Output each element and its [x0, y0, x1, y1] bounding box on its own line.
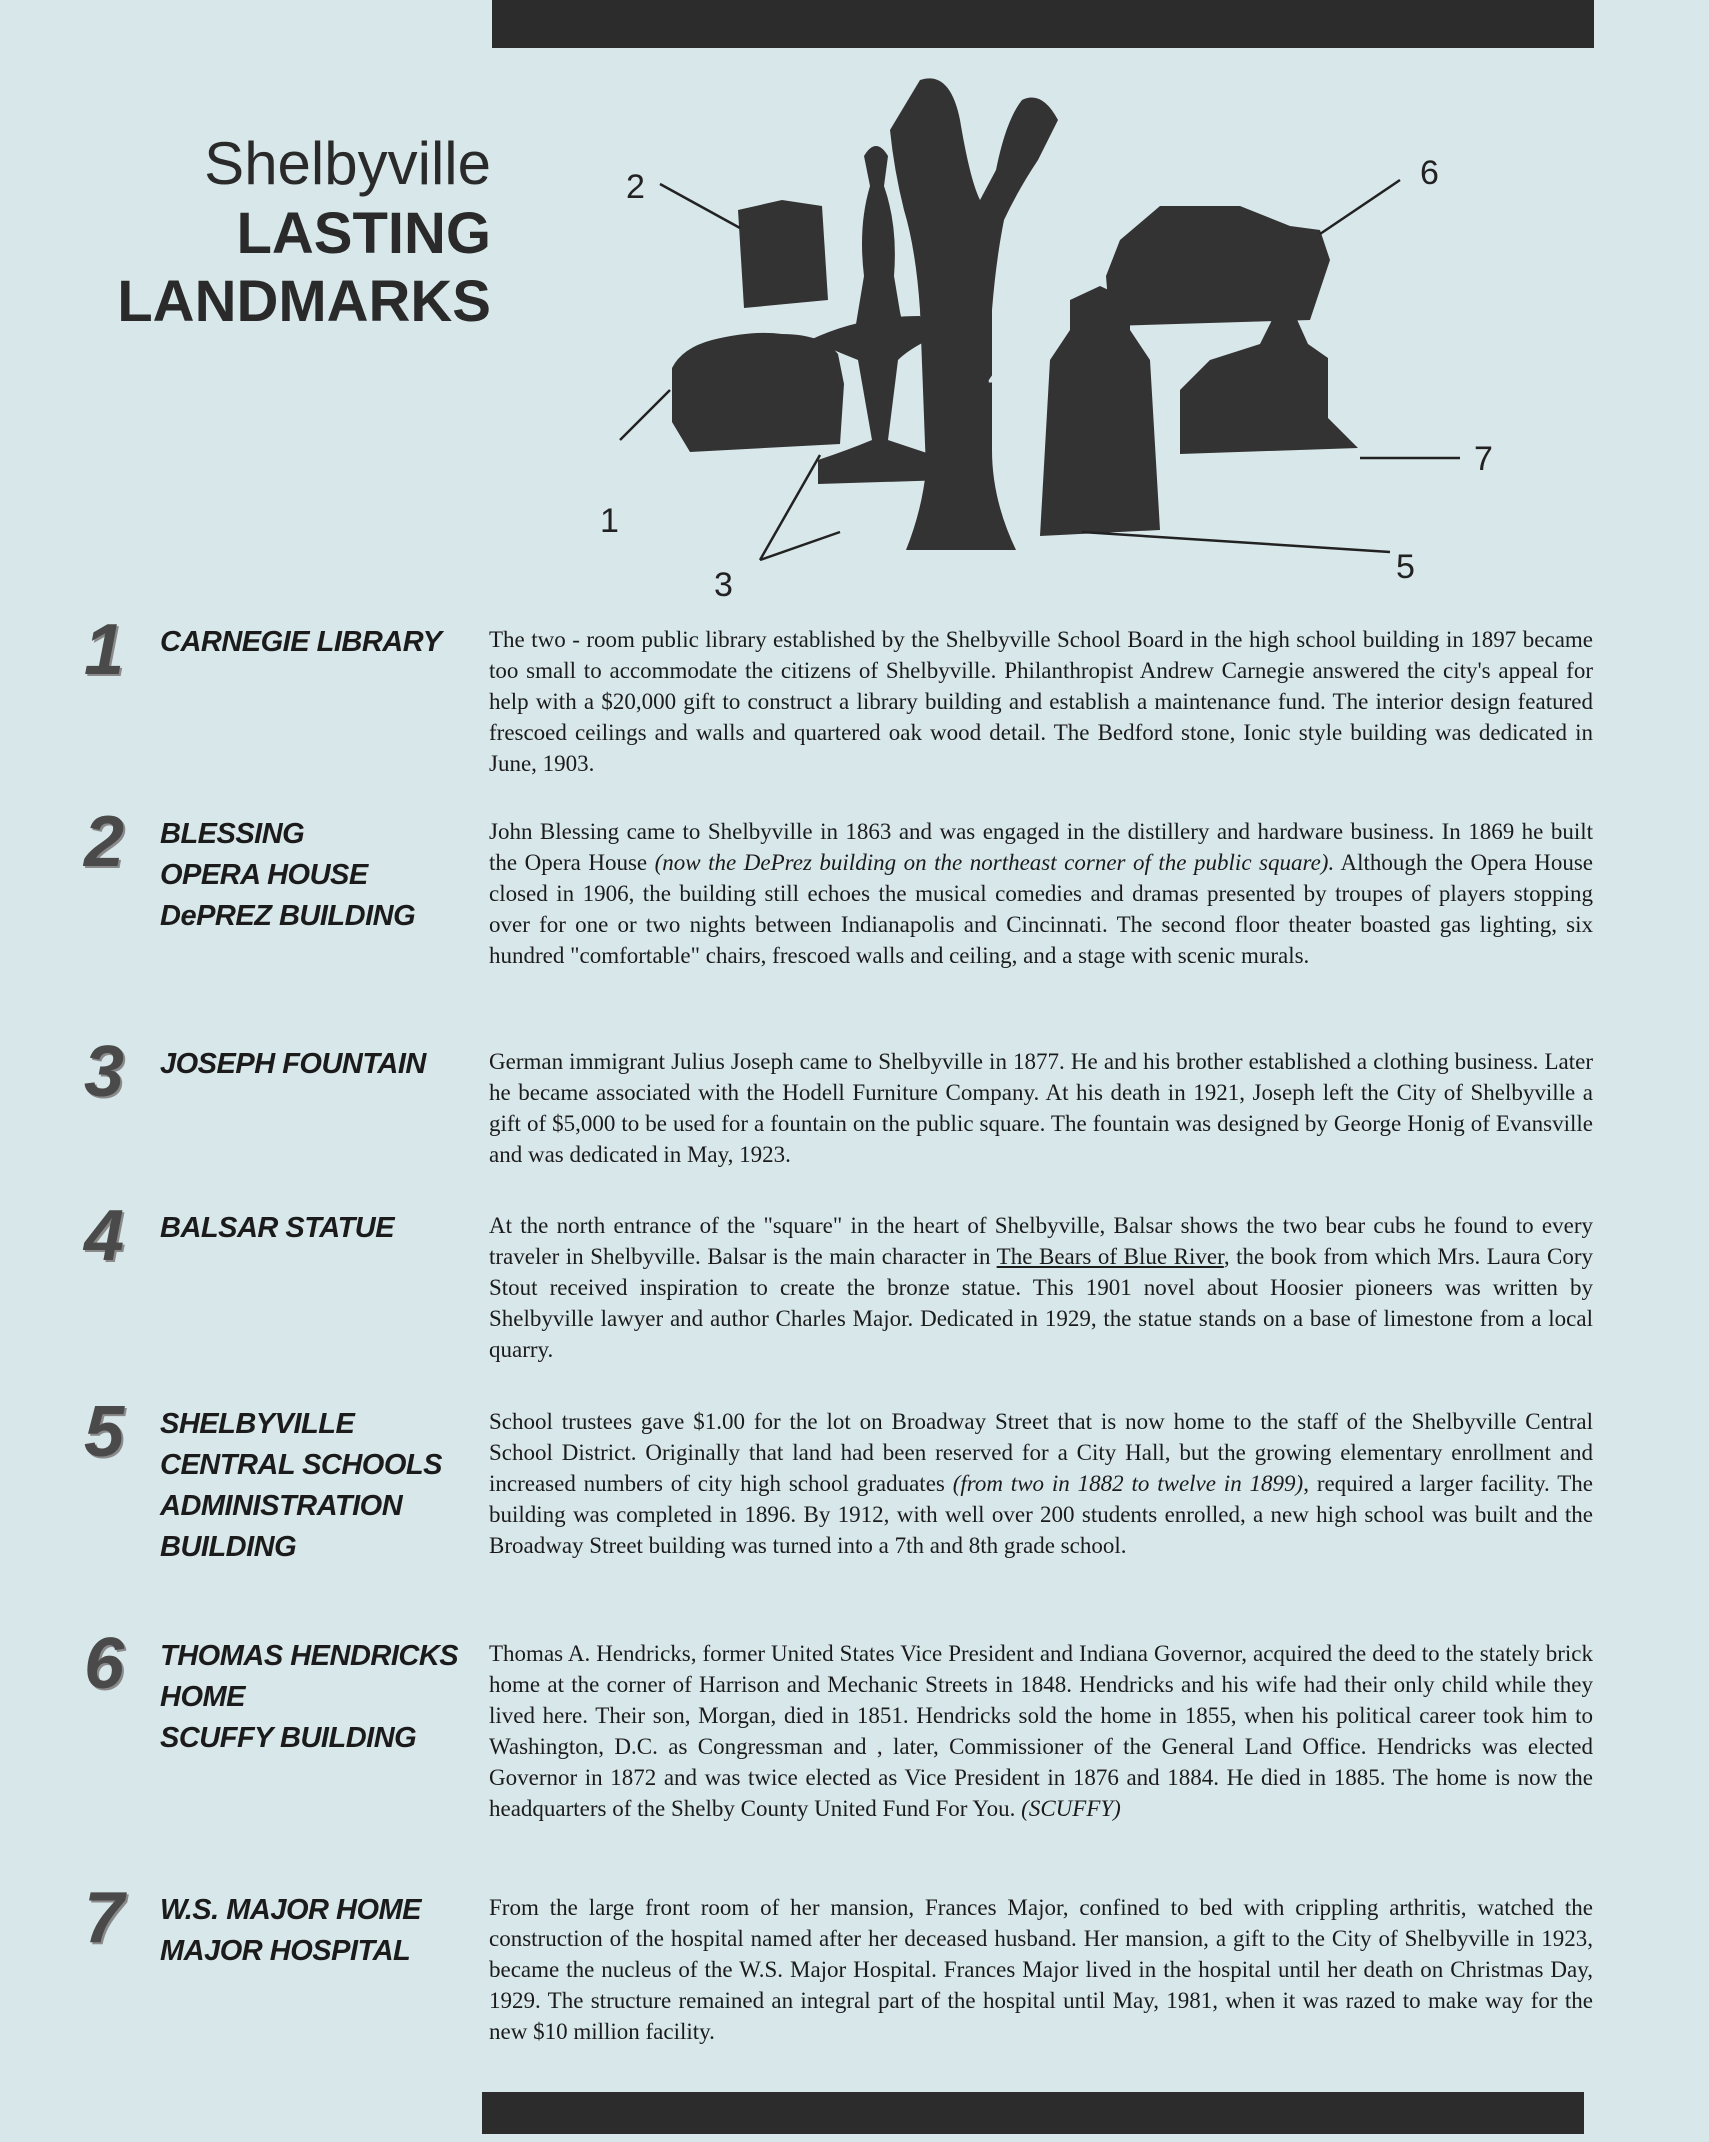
landmark-name: BALSAR STATUE: [160, 1212, 395, 1244]
landmarks-silhouette-illustration: [560, 60, 1520, 620]
landmark-name: W.S. MAJOR HOME MAJOR HOSPITAL: [160, 1894, 422, 1967]
opera-house-silhouette: [738, 200, 828, 308]
graphic-label-3: 3: [714, 566, 733, 604]
landmark-number: 5: [84, 1392, 125, 1472]
landmark-number: 2: [84, 802, 125, 882]
landmark-name: THOMAS HENDRICKS HOME SCUFFY BUILDING: [160, 1640, 459, 1754]
landmark-name: SHELBYVILLE CENTRAL SCHOOLS ADMINISTRATION BUILDING: [160, 1408, 442, 1563]
landmark-description: German immigrant Julius Joseph came to Shelbyville in 1877. He and his brother established a clothing business. Later he became associated with the Hodell Furniture Company. At his death in 1921, Joseph left the City of Shelbyville a gift of $5,000 to be used for a fountain on the public square. The fountain was designed by George Honig of Evansville and was dedicated in May, 1923.: [489, 1049, 1593, 1167]
landmark-description: At the north entrance of the "square" in the heart of Shelbyville, Balsar shows the two bear cubs he found to every traveler in Shelbyville. Balsar is the main character in The Bears of Blue River, the book from which Mrs. Laura Cory Stout received inspiration to create the bronze statue. This 1901 novel about Hoosier pioneers was written by Shelbyville lawyer and author Charles Major. Dedicated in 1929, the statue stands on a base of limestone from a local quarry.: [489, 1213, 1594, 1362]
landmark-description: Thomas A. Hendricks, former United States Vice President and Indiana Governor, acquired the deed to the stately brick home at the corner of Harrison and Mechanic Streets in 1848. Hendricks and his wife had their only child while they lived here. Their son, Morgan, died in 1851. Hendricks sold the home in 1855, when his political career took him to Washington, D.C. as Congressman and , later, Commissioner of the General Land Office. Hendricks was elected Governor in 1872 and was twice elected as Vice President in 1876 and 1884. He died in 1885. The home is now the headquarters of the Shelby County United Fund For You. (SCUFFY): [489, 1641, 1593, 1821]
landmark-name: JOSEPH FOUNTAIN: [160, 1048, 426, 1080]
landmark-description: From the large front room of her mansion, Frances Major, confined to bed with crippling arthritis, watched the construction of the hospital named after her deceased husband. Her mansion, a gift to the City of Shelbyville in 1923, became the nucleus of the W.S. Major Hospital. Frances Major lived in the hospital until her death on Christmas Day, 1929. The structure remained an integral part of the hospital until May, 1981, when it was razed to make way for the new $10 million facility.: [489, 1895, 1593, 2044]
landmark-description: The two - room public library established by the Shelbyville School Board in the high school building in 1897 became too small to accommodate the citizens of Shelbyville. Philanthropist Andrew Carnegie answered the city's appeal for help with a $20,000 gift to construct a library building and establish a maintenance fund. The interior design featured frescoed ceilings and walls and quartered oak wood detail. The Bedford stone, Ionic style building was dedicated in June, 1903.: [489, 627, 1593, 776]
page-title: [117, 128, 491, 336]
landmark-description: John Blessing came to Shelbyville in 1863 and was engaged in the distillery and hardware business. In 1869 he built the Opera House (now the DePrez building on the northeast corner of the public square). Although the Opera House closed in 1906, the building still echoes the musical comedies and dramas presented by troupes of players stopping over for one or two nights between Indianapolis and Cincinnati. The second floor theater boasted gas lighting, six hundred "comfortable" chairs, frescoed walls and ceiling, and a stage with scenic murals.: [489, 819, 1593, 968]
callout-line-3a: [760, 455, 820, 560]
title-line-3: LANDMARKS: [117, 269, 491, 334]
graphic-label-2: 2: [626, 168, 645, 206]
landmark-name: CARNEGIE LIBRARY: [160, 626, 442, 658]
landmark-number: 7: [84, 1878, 125, 1958]
callout-line-6: [1320, 180, 1400, 234]
title-line-2: LASTING: [236, 201, 491, 266]
callout-line-2: [660, 184, 740, 228]
title-line-1: Shelbyville: [204, 130, 491, 197]
graphic-label-7: 7: [1474, 440, 1493, 478]
landmark-number: 1: [84, 610, 125, 690]
carnegie-library-silhouette: [672, 333, 844, 452]
graphic-label-5: 5: [1396, 548, 1415, 586]
callout-line-5: [1082, 532, 1390, 552]
graphic-label-1: 1: [600, 502, 619, 540]
callout-line-3b: [760, 532, 840, 560]
landmark-number: 6: [84, 1624, 125, 1704]
landmark-name: BLESSING OPERA HOUSE DePREZ BUILDING: [160, 818, 416, 932]
callout-line-1: [620, 390, 670, 440]
hendricks-home-silhouette: [1106, 206, 1330, 326]
landmark-number: 3: [84, 1032, 125, 1112]
top-decorative-bar: [492, 0, 1594, 48]
graphic-label-6: 6: [1420, 154, 1439, 192]
landmark-description: School trustees gave $1.00 for the lot on Broadway Street that is now home to the staff of the Shelbyville Central School District. Originally that land had been reserved for a City Hall, but the growing elementary enrollment and increased numbers of city high school graduates (from two in 1882 to twelve in 1899), required a larger facility. The building was completed in 1896. By 1912, with well over 200 students enrolled, a new high school was built and the Broadway Street building was turned into a 7th and 8th grade school.: [489, 1409, 1593, 1558]
major-hospital-silhouette: [1180, 304, 1358, 454]
graphic-label-4: 4: [988, 358, 1007, 396]
bottom-decorative-bar: [482, 2092, 1584, 2134]
landmark-number: 4: [84, 1196, 125, 1276]
